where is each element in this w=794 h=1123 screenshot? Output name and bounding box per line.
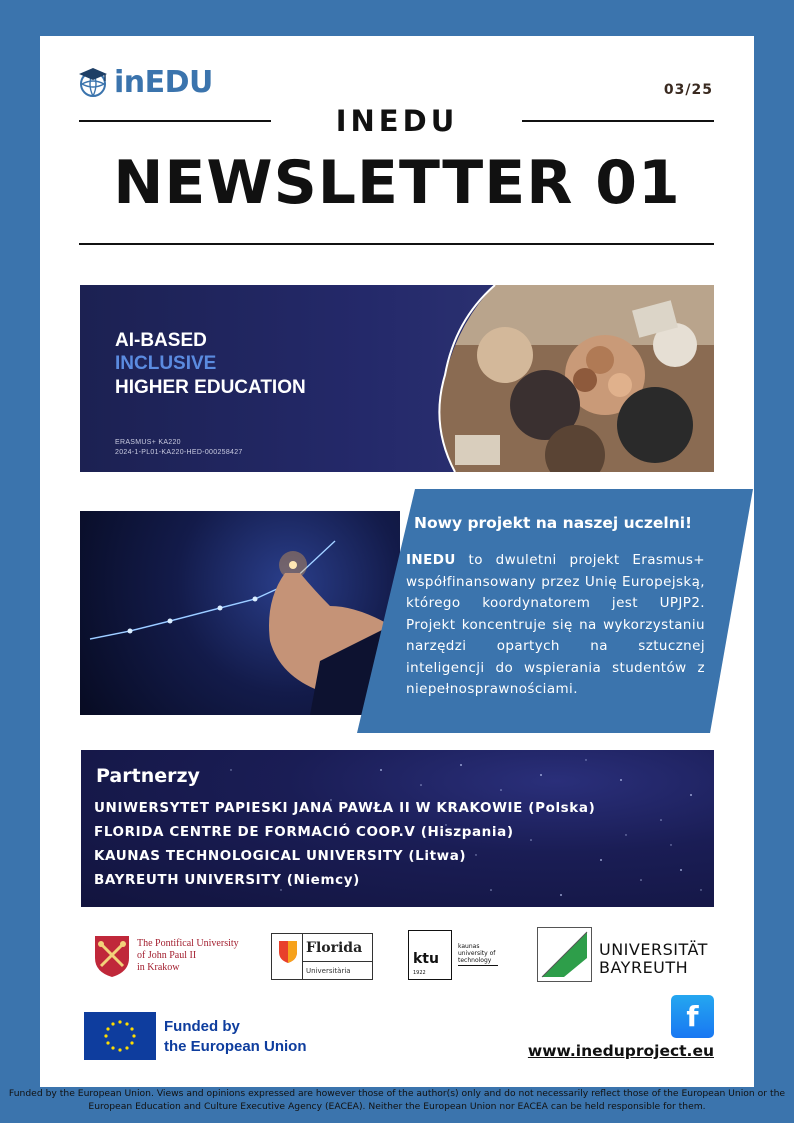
ktu-year: 1922	[413, 970, 426, 976]
eu-flag-icon	[84, 1012, 156, 1060]
newsletter-kicker: INEDU	[335, 104, 459, 138]
bayreuth-line-2: BAYREUTH	[599, 958, 689, 977]
funded-line-2: the European Union	[164, 1038, 307, 1055]
logo-text: inEDU	[114, 64, 213, 100]
bayreuth-logo	[537, 927, 717, 983]
title-underline	[79, 243, 714, 245]
partner-item: KAUNAS TECHNOLOGICAL UNIVERSITY (Litwa)	[94, 848, 467, 864]
ai-hand-photo	[80, 511, 400, 715]
funded-line-1: Funded by	[164, 1018, 240, 1035]
project-banner	[80, 285, 714, 472]
intro-body: to dwuletni projekt Erasmus+ współfinansowany przez Unię Europejską, którego koordynatorem jest UPJP2. Projekt koncentruje się na wykorzystaniu narzędzi opartych na sztucznej inteligencji do wspierania studentów z niepełnosprawnościami.	[406, 552, 705, 697]
florida-logo	[271, 933, 373, 980]
jp2-line: The Pontifical University	[137, 938, 239, 949]
graduation-globe-icon	[76, 65, 110, 99]
banner-program: ERASMUS+ KA220	[115, 439, 181, 446]
ktu-desc-line: technology	[458, 957, 492, 964]
funded-by-eu-text	[164, 1017, 307, 1057]
issue-number: 03/25	[663, 82, 713, 98]
bayreuth-line-1: UNIVERSITÄT	[599, 940, 708, 959]
florida-subtitle: Universitària	[306, 967, 351, 975]
partners-box	[81, 750, 714, 907]
partners-title: Partnerzy	[96, 765, 200, 787]
banner-line-3: HIGHER EDUCATION	[115, 377, 306, 398]
teamwork-photo	[425, 285, 714, 472]
florida-name: Florida	[306, 940, 363, 956]
ktu-desc-line: university of	[458, 950, 496, 957]
partner-item: UNIWERSYTET PAPIESKI JANA PAWŁA II W KRAKOWIE (Polska)	[94, 800, 596, 816]
intro-text	[406, 550, 705, 701]
ktu-logo	[408, 930, 508, 980]
partner-item: BAYREUTH UNIVERSITY (Niemcy)	[94, 872, 360, 888]
ktu-word: ktu	[413, 951, 439, 967]
facebook-icon[interactable]: f	[671, 995, 714, 1038]
banner-line-2: INCLUSIVE	[115, 353, 217, 374]
website-link[interactable]: www.ineduproject.eu	[527, 1042, 714, 1060]
intro-title: Nowy projekt na naszej uczelni!	[414, 514, 693, 532]
inedu-logo	[76, 62, 216, 102]
ktu-box	[408, 930, 452, 980]
intro-lead: INEDU	[406, 552, 456, 568]
jp2-line: in Krakow	[137, 962, 180, 973]
jp2-university-logo	[93, 932, 253, 980]
bayreuth-emblem-icon	[538, 928, 591, 981]
eu-disclaimer: Funded by the European Union. Views and opinions expressed are however those of the author(s) only and do not necessarily reflect those of the European Union or the European Education and Culture Executive Agency (EACEA). Neither the European Union nor EACEA can be held responsible for them.	[8, 1088, 786, 1112]
ktu-desc-line: kaunas	[458, 943, 480, 950]
bayreuth-emblem	[537, 927, 592, 982]
jp2-line: of John Paul II	[137, 950, 197, 961]
crossed-keys-shield-icon	[93, 934, 131, 978]
banner-line-1: AI-BASED	[115, 330, 207, 351]
florida-shield-icon	[278, 940, 298, 964]
banner-project-code: 2024-1-PL01-KA220-HED-000258427	[115, 449, 243, 456]
newsletter-title: NEWSLETTER 01	[113, 148, 681, 218]
partner-item: FLORIDA CENTRE DE FORMACIÓ COOP.V (Hiszpania)	[94, 824, 514, 840]
